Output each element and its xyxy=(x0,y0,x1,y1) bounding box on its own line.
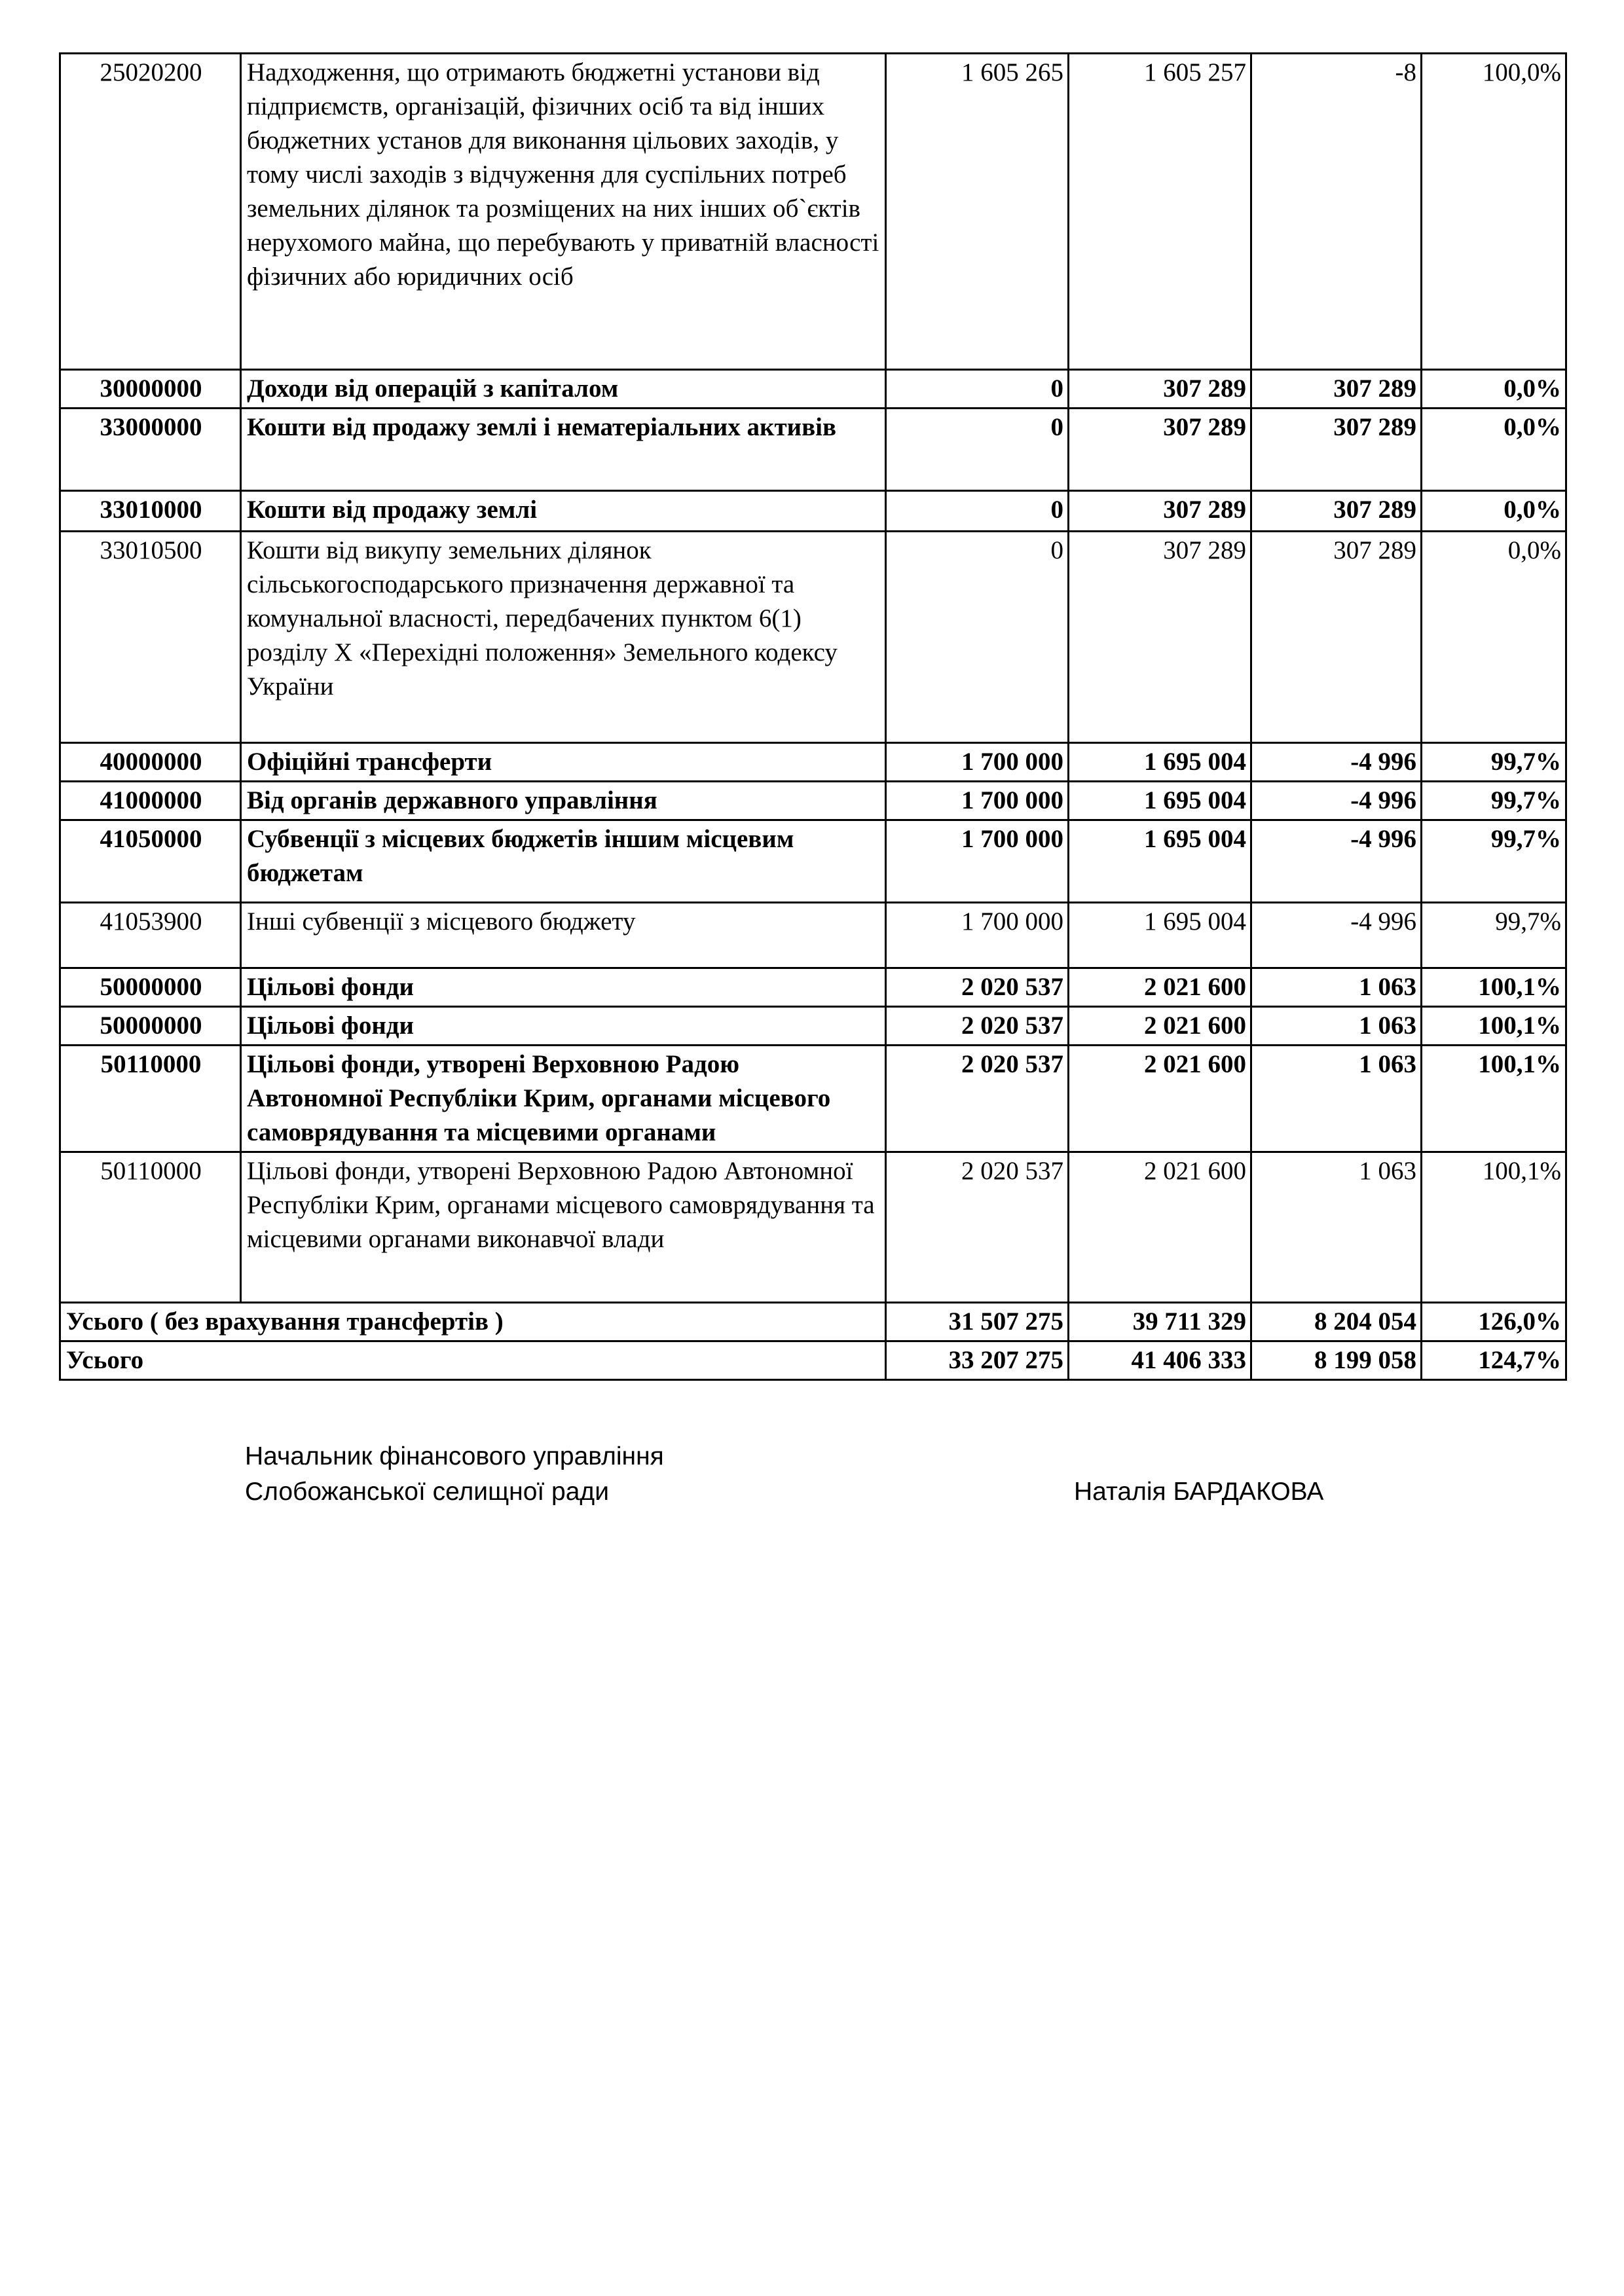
percent-value: 99,7% xyxy=(1422,743,1566,782)
income-name: Цільові фонди, утворені Верховною Радою Автономної Республіки Крим, органами місцевого самоврядування та місцевими органами виконавчої влади xyxy=(241,1152,886,1303)
fact-value: 1 695 004 xyxy=(1069,782,1251,820)
total-deviation-value: 8 204 054 xyxy=(1251,1303,1422,1341)
income-name: Цільові фонди xyxy=(241,968,886,1007)
plan-value: 2 020 537 xyxy=(886,1152,1069,1303)
income-code: 50000000 xyxy=(60,968,241,1007)
plan-value: 1 700 000 xyxy=(886,903,1069,968)
grand-total-label: Усього xyxy=(60,1341,886,1380)
grand-total-deviation-value: 8 199 058 xyxy=(1251,1341,1422,1380)
plan-value: 2 020 537 xyxy=(886,1046,1069,1152)
deviation-value: 1 063 xyxy=(1251,1046,1422,1152)
deviation-value: 1 063 xyxy=(1251,1152,1422,1303)
income-code: 50110000 xyxy=(60,1046,241,1152)
percent-value: 99,7% xyxy=(1422,903,1566,968)
percent-value: 99,7% xyxy=(1422,782,1566,820)
table-row xyxy=(60,782,1566,820)
percent-value: 100,0% xyxy=(1422,54,1566,370)
income-name: Цільові фонди xyxy=(241,1007,886,1046)
fact-value: 1 695 004 xyxy=(1069,820,1251,903)
percent-value: 99,7% xyxy=(1422,820,1566,903)
plan-value: 1 605 265 xyxy=(886,54,1069,370)
deviation-value: -4 996 xyxy=(1251,820,1422,903)
fact-value: 1 605 257 xyxy=(1069,54,1251,370)
fact-value: 2 021 600 xyxy=(1069,1007,1251,1046)
plan-value: 1 700 000 xyxy=(886,743,1069,782)
table-row xyxy=(60,370,1566,409)
percent-value: 100,1% xyxy=(1422,1007,1566,1046)
plan-value: 1 700 000 xyxy=(886,782,1069,820)
percent-value: 100,1% xyxy=(1422,1046,1566,1152)
fact-value: 1 695 004 xyxy=(1069,903,1251,968)
income-name: Субвенції з місцевих бюджетів іншим місцевим бюджетам xyxy=(241,820,886,903)
fact-value: 307 289 xyxy=(1069,532,1251,743)
percent-value: 0,0% xyxy=(1422,370,1566,409)
income-name: Надходження, що отримають бюджетні установи від підприємств, організацій, фізичних осіб та від інших бюджетних установ для виконання цільових заходів, у тому числі заходів з відчуження для суспільних потреб земельних ділянок та розміщених на них інших об`єктів нерухомого майна, що перебувають у приватній власності фізичних або юридичних осіб xyxy=(241,54,886,370)
grand-total-fact-value: 41 406 333 xyxy=(1069,1341,1251,1380)
fact-value: 1 695 004 xyxy=(1069,743,1251,782)
table-row xyxy=(60,491,1566,532)
table-row xyxy=(60,903,1566,968)
total-percent-value: 126,0% xyxy=(1422,1303,1566,1341)
income-code: 33000000 xyxy=(60,409,241,491)
income-name: Доходи від операцій з капіталом xyxy=(241,370,886,409)
plan-value: 0 xyxy=(886,370,1069,409)
fact-value: 2 021 600 xyxy=(1069,1152,1251,1303)
deviation-value: -8 xyxy=(1251,54,1422,370)
income-code: 50000000 xyxy=(60,1007,241,1046)
percent-value: 100,1% xyxy=(1422,968,1566,1007)
income-code: 30000000 xyxy=(60,370,241,409)
table-row xyxy=(60,968,1566,1007)
table-row xyxy=(60,409,1566,491)
grand-total-percent-value: 124,7% xyxy=(1422,1341,1566,1380)
plan-value: 0 xyxy=(886,491,1069,532)
signatory-position xyxy=(245,1439,664,1510)
deviation-value: 307 289 xyxy=(1251,370,1422,409)
income-name: Інші субвенції з місцевого бюджету xyxy=(241,903,886,968)
total-plan-value: 31 507 275 xyxy=(886,1303,1069,1341)
table-row xyxy=(60,743,1566,782)
total-row xyxy=(60,1303,1566,1341)
deviation-value: -4 996 xyxy=(1251,782,1422,820)
total-label: Усього ( без врахування трансфертів ) xyxy=(60,1303,886,1341)
plan-value: 1 700 000 xyxy=(886,820,1069,903)
deviation-value: 307 289 xyxy=(1251,409,1422,491)
fact-value: 307 289 xyxy=(1069,409,1251,491)
deviation-value: -4 996 xyxy=(1251,903,1422,968)
fact-value: 2 021 600 xyxy=(1069,1046,1251,1152)
plan-value: 0 xyxy=(886,409,1069,491)
income-name: Кошти від викупу земельних ділянок сільськогосподарського призначення державної та комунальної власності, передбачених пунктом 6(1) розділу Х «Перехідні положення» Земельного кодексу України xyxy=(241,532,886,743)
fact-value: 307 289 xyxy=(1069,370,1251,409)
fact-value: 307 289 xyxy=(1069,491,1251,532)
income-name: Офіційні трансферти xyxy=(241,743,886,782)
income-name: Кошти від продажу землі і нематеріальних активів xyxy=(241,409,886,491)
plan-value: 2 020 537 xyxy=(886,1007,1069,1046)
plan-value: 2 020 537 xyxy=(886,968,1069,1007)
income-code: 40000000 xyxy=(60,743,241,782)
income-code: 50110000 xyxy=(60,1152,241,1303)
income-name: Від органів державного управління xyxy=(241,782,886,820)
income-code: 41050000 xyxy=(60,820,241,903)
income-code: 25020200 xyxy=(60,54,241,370)
deviation-value: 307 289 xyxy=(1251,491,1422,532)
percent-value: 0,0% xyxy=(1422,491,1566,532)
table-row xyxy=(60,1007,1566,1046)
revenue-table xyxy=(59,52,1567,1381)
percent-value: 0,0% xyxy=(1422,409,1566,491)
percent-value: 0,0% xyxy=(1422,532,1566,743)
position-line-1: Начальник фінансового управління xyxy=(245,1442,664,1470)
income-code: 33010500 xyxy=(60,532,241,743)
grand-total-row xyxy=(60,1341,1566,1380)
fact-value: 2 021 600 xyxy=(1069,968,1251,1007)
table-row xyxy=(60,820,1566,903)
table-row xyxy=(60,54,1566,370)
income-name: Кошти від продажу землі xyxy=(241,491,886,532)
deviation-value: 1 063 xyxy=(1251,968,1422,1007)
total-fact-value: 39 711 329 xyxy=(1069,1303,1251,1341)
grand-total-plan-value: 33 207 275 xyxy=(886,1341,1069,1380)
percent-value: 100,1% xyxy=(1422,1152,1566,1303)
table-row xyxy=(60,1046,1566,1152)
income-code: 41000000 xyxy=(60,782,241,820)
income-name: Цільові фонди, утворені Верховною Радою Автономної Республіки Крим, органами місцевого самоврядування та місцевими органами xyxy=(241,1046,886,1152)
position-line-2: Слобожанської селищної ради xyxy=(245,1478,609,1506)
plan-value: 0 xyxy=(886,532,1069,743)
table-row xyxy=(60,1152,1566,1303)
signatory-name xyxy=(1074,1474,1323,1510)
income-code: 41053900 xyxy=(60,903,241,968)
income-code: 33010000 xyxy=(60,491,241,532)
signatory-full-name: Наталія БАРДАКОВА xyxy=(1074,1478,1324,1506)
deviation-value: 307 289 xyxy=(1251,532,1422,743)
deviation-value: 1 063 xyxy=(1251,1007,1422,1046)
table-row xyxy=(60,532,1566,743)
deviation-value: -4 996 xyxy=(1251,743,1422,782)
